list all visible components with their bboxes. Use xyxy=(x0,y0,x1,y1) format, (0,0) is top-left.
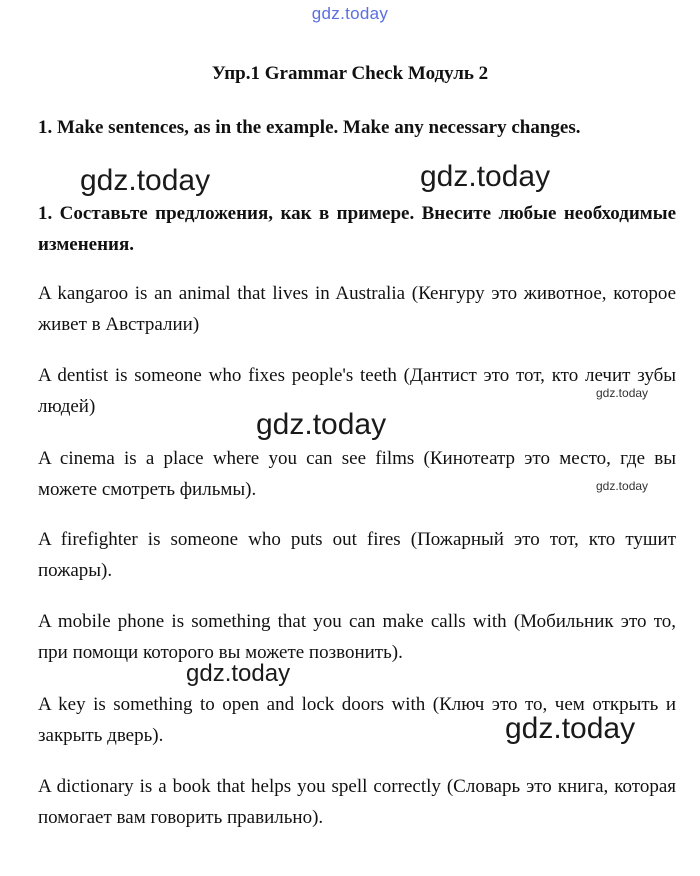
sentence-cinema: A cinema is a place where you can see films (Кинотеатр это место, где вы можете смотреть фильмы). xyxy=(38,448,676,500)
task-instruction-russian: 1. Составьте предложения, как в примере. Внесите любые необходимые изменения. xyxy=(38,203,676,255)
sentence-mobile-phone: A mobile phone is something that you can make calls with (Мобильник это то, при помощи которого вы можете позвонить). xyxy=(38,611,676,663)
watermark-text: gdz.today xyxy=(80,164,211,197)
task-instruction-english: 1. Make sentences, as in the example. Make any necessary changes. xyxy=(38,117,581,138)
site-watermark-top[interactable]: gdz.today xyxy=(311,4,389,23)
watermark-text: gdz.today xyxy=(505,712,636,745)
sentence-dentist: A dentist is someone who fixes people's teeth (Дантист это тот, кто лечит зубы людей) xyxy=(38,365,676,417)
sentence-firefighter: A firefighter is someone who puts out fires (Пожарный это тот, кто тушит пожары). xyxy=(38,529,676,581)
watermark-text: gdz.today xyxy=(256,408,387,441)
sentence-key: A key is something to open and lock doors with (Ключ это то, чем открыть и закрыть дверь). xyxy=(38,694,676,746)
watermark-text: gdz.today xyxy=(596,386,649,400)
watermark-text: gdz.today xyxy=(186,660,291,687)
watermark-text: gdz.today xyxy=(596,479,649,493)
sentence-kangaroo: A kangaroo is an animal that lives in Australia (Кенгуру это животное, которое живет в Австралии) xyxy=(38,283,676,335)
watermark-text: gdz.today xyxy=(420,160,551,193)
sentence-dictionary: A dictionary is a book that helps you spell correctly (Словарь это книга, которая помогает вам говорить правильно). xyxy=(38,776,676,828)
page-title: Упр.1 Grammar Check Модуль 2 xyxy=(211,63,489,84)
